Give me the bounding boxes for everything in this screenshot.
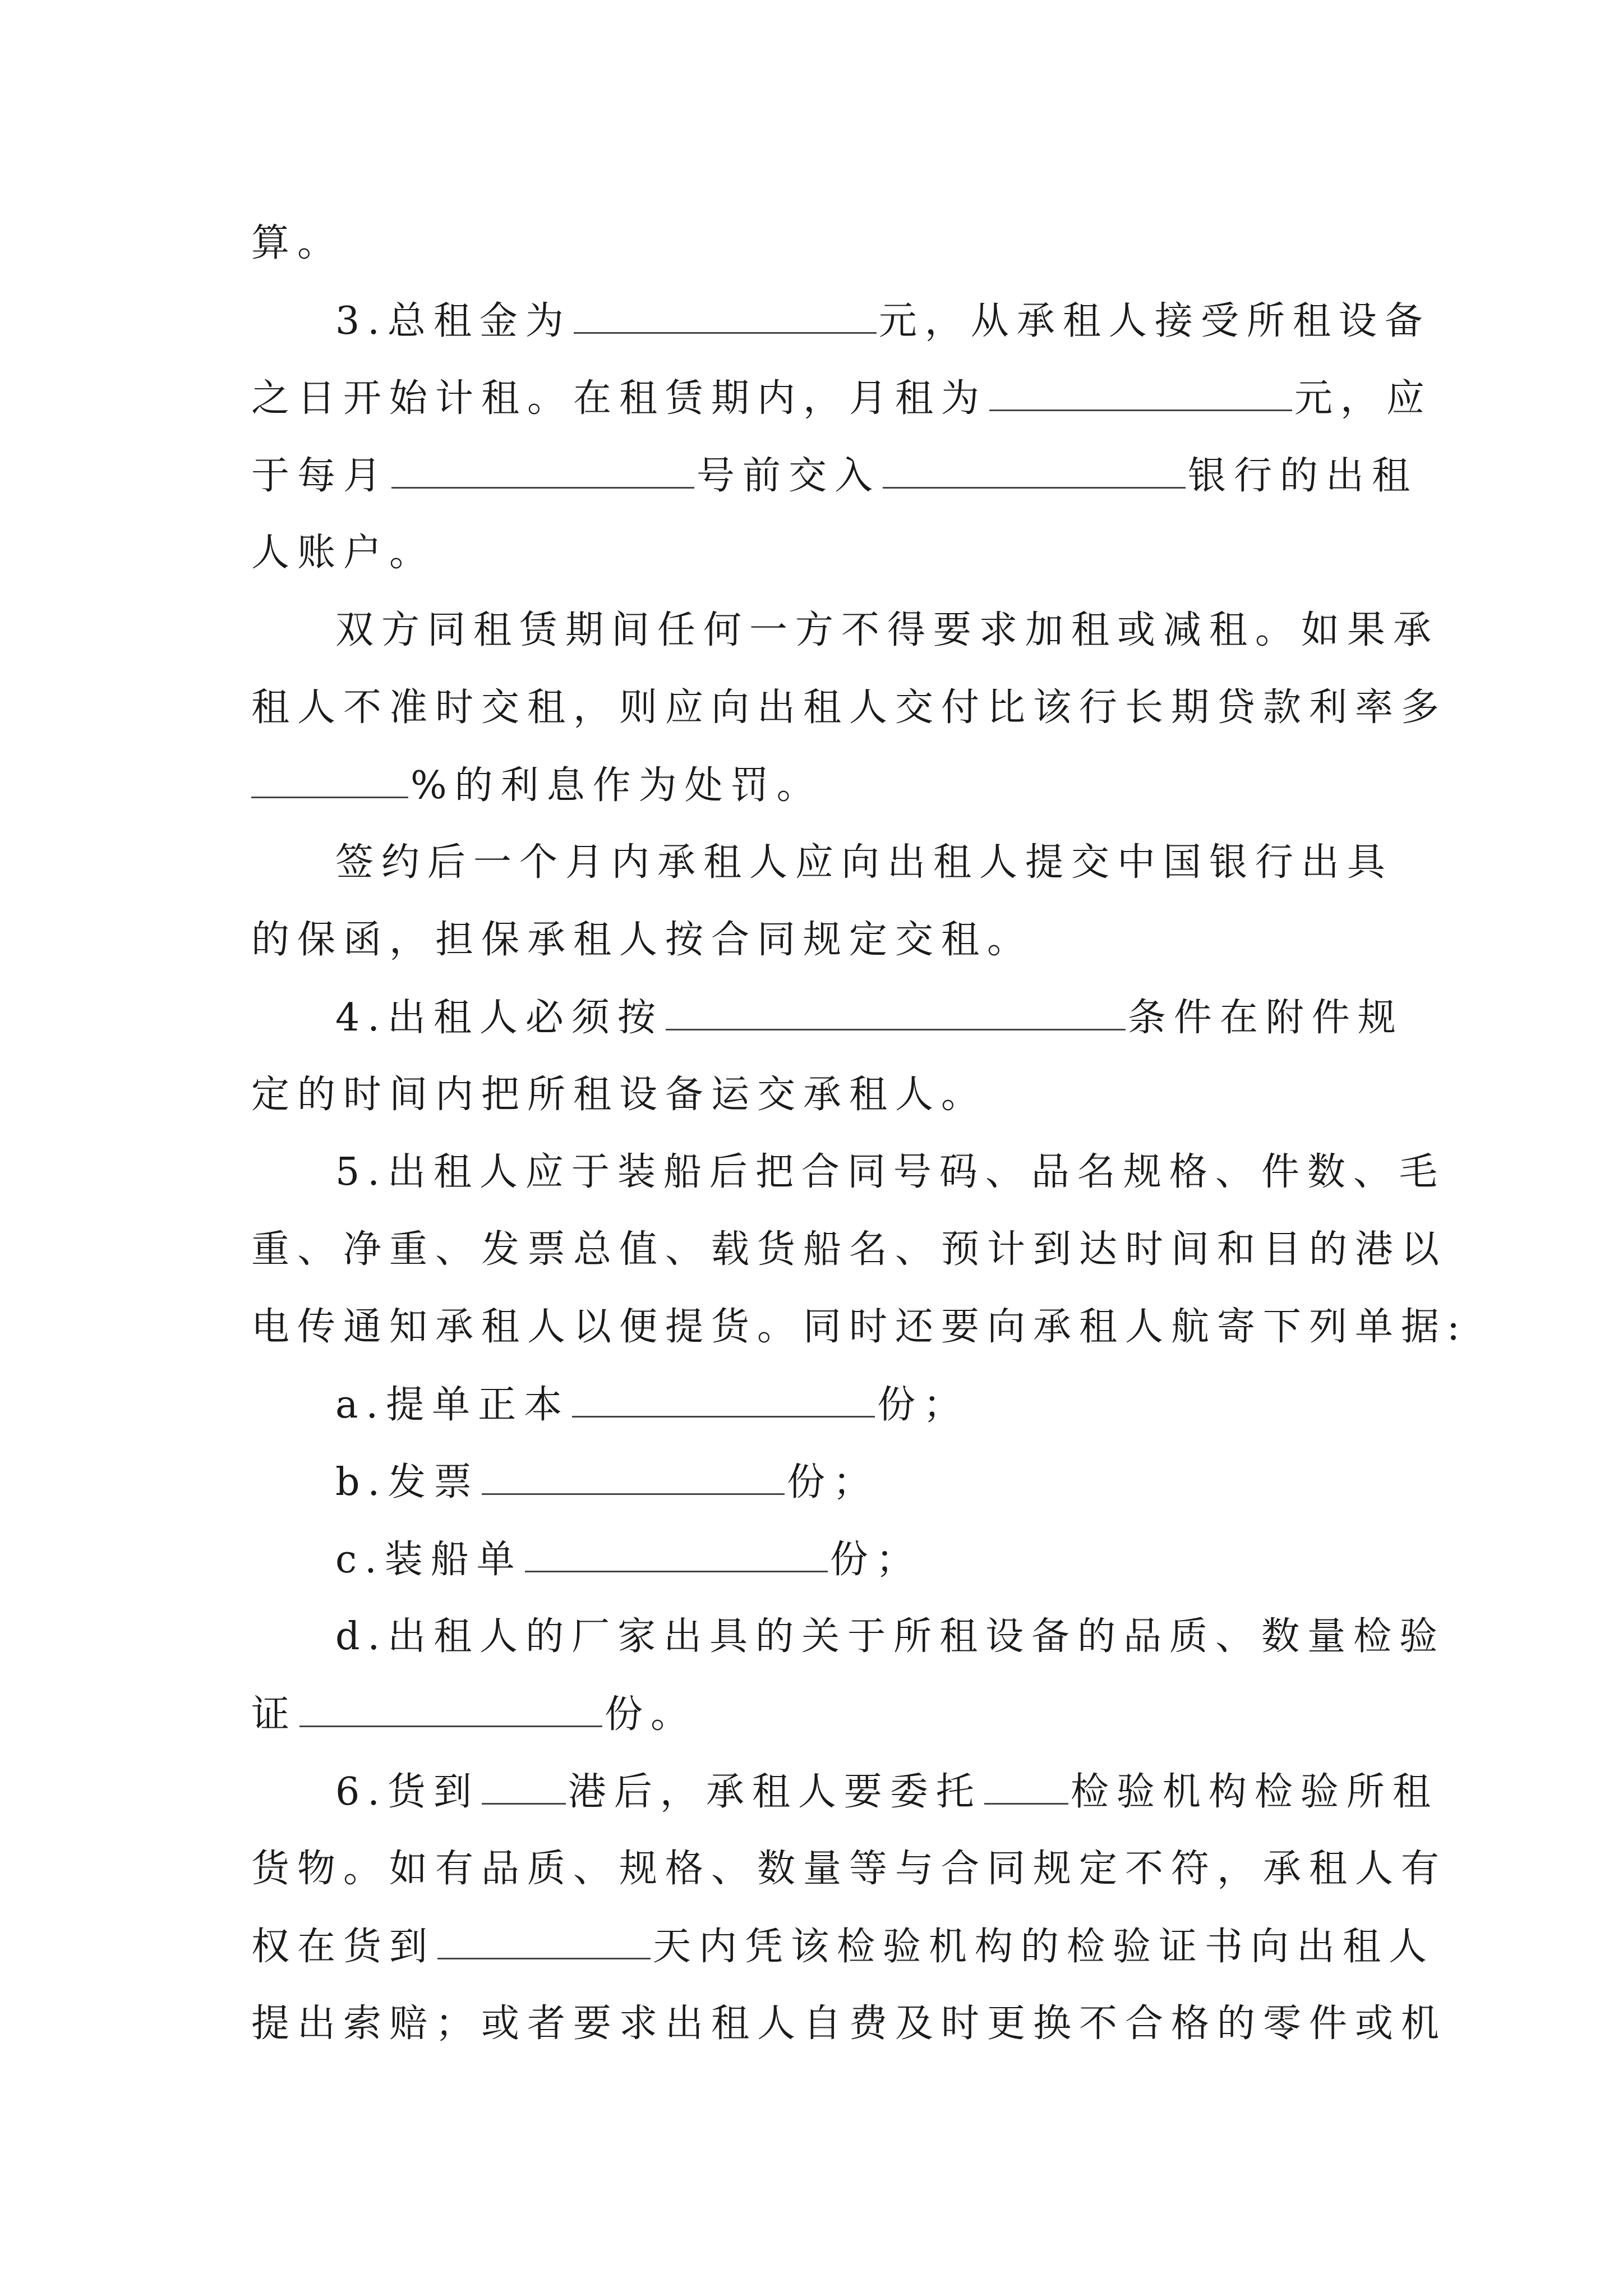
text-fragment: 证 bbox=[251, 1692, 298, 1737]
text-line bbox=[251, 531, 436, 575]
text-fragment: 条件在附件规 bbox=[1127, 996, 1404, 1040]
text-fragment: 份。 bbox=[605, 1692, 697, 1737]
text-line bbox=[251, 376, 1433, 421]
text-line bbox=[251, 1925, 1435, 1969]
text-fragment: 3.总租金为 bbox=[335, 299, 571, 343]
text-line bbox=[335, 1538, 922, 1582]
text-line bbox=[335, 1614, 1446, 1659]
blank-field bbox=[574, 302, 877, 334]
text-fragment: 银行的出租 bbox=[1188, 454, 1418, 498]
text-fragment: 元，应 bbox=[1294, 376, 1433, 421]
text-line bbox=[251, 1692, 697, 1737]
text-fragment: c.装船单 bbox=[335, 1538, 523, 1582]
text-fragment: a.提单正本 bbox=[335, 1383, 570, 1427]
text-fragment: d.出租人的厂家出具的关于所租设备的品质、数量检验 bbox=[335, 1614, 1446, 1659]
text-fragment: 权在货到 bbox=[251, 1925, 436, 1969]
text-line bbox=[251, 221, 344, 265]
blank-field bbox=[299, 1695, 602, 1727]
text-line bbox=[251, 1305, 1468, 1349]
text-line bbox=[335, 1383, 970, 1427]
text-fragment: 于每月 bbox=[251, 454, 390, 498]
text-fragment: 租人不准时交租，则应向出租人交付比该行长期贷款利率多 bbox=[251, 685, 1447, 730]
blank-field bbox=[391, 457, 694, 489]
text-line bbox=[251, 918, 1034, 962]
blank-field bbox=[251, 766, 408, 798]
text-line bbox=[335, 608, 1440, 652]
text-fragment: 重、净重、发票总值、载货船名、预计到达时间和目的港以 bbox=[251, 1227, 1447, 1272]
text-fragment: 算。 bbox=[251, 221, 344, 265]
text-fragment: 签约后一个月内承租人应向出租人提交中国银行出具 bbox=[335, 840, 1394, 885]
text-line bbox=[335, 840, 1394, 885]
text-line bbox=[251, 1847, 1447, 1891]
text-fragment: 人账户。 bbox=[251, 531, 436, 575]
text-fragment: 双方同租赁期间任何一方不得要求加租或减租。如果承 bbox=[335, 608, 1440, 652]
blank-field bbox=[666, 999, 1126, 1030]
text-fragment: 之日开始计租。在租赁期内，月租为 bbox=[251, 376, 988, 421]
blank-field bbox=[883, 457, 1186, 489]
text-fragment: 提出索赔；或者要求出租人自费及时更换不合格的零件或机 bbox=[251, 2001, 1447, 2046]
text-fragment: 元，从承租人接受所租设备 bbox=[878, 299, 1431, 343]
blank-field bbox=[525, 1540, 828, 1572]
text-line bbox=[251, 454, 1418, 498]
text-fragment: 份； bbox=[877, 1383, 970, 1427]
text-fragment: 5.出租人应于装船后把合同号码、品名规格、件数、毛 bbox=[335, 1150, 1445, 1194]
blank-field bbox=[482, 1463, 785, 1495]
text-fragment: %的利息作为处罚。 bbox=[411, 763, 823, 808]
text-line bbox=[251, 1073, 988, 1117]
text-line bbox=[251, 685, 1447, 730]
text-fragment: 号前交入 bbox=[697, 454, 881, 498]
blank-field bbox=[437, 1927, 651, 1959]
text-fragment: 货物。如有品质、规格、数量等与合同规定不符，承租人有 bbox=[251, 1847, 1447, 1891]
text-fragment: 4.出租人必须按 bbox=[335, 996, 663, 1040]
blank-field bbox=[572, 1386, 875, 1418]
text-fragment: 港后，承租人要委托 bbox=[568, 1770, 982, 1814]
blank-field bbox=[989, 379, 1292, 411]
text-fragment: 的保函，担保承租人按合同规定交租。 bbox=[251, 918, 1034, 962]
text-line bbox=[335, 1150, 1445, 1194]
text-fragment: 电传通知承租人以便提货。同时还要向承租人航寄下列单据: bbox=[251, 1305, 1468, 1349]
text-fragment: 份； bbox=[787, 1460, 879, 1504]
text-line bbox=[335, 1460, 879, 1504]
text-fragment: 6.货到 bbox=[335, 1770, 479, 1814]
blank-field bbox=[482, 1773, 566, 1805]
text-line bbox=[335, 299, 1431, 343]
text-line bbox=[335, 996, 1404, 1040]
text-fragment: 检验机构检验所租 bbox=[1070, 1770, 1438, 1814]
text-line bbox=[251, 2001, 1447, 2046]
text-fragment: b.发票 bbox=[335, 1460, 480, 1504]
text-fragment: 定的时间内把所租设备运交承租人。 bbox=[251, 1073, 988, 1117]
text-fragment: 天内凭该检验机构的检验证书向出租人 bbox=[653, 1925, 1435, 1969]
blank-field bbox=[984, 1773, 1068, 1805]
text-fragment: 份； bbox=[829, 1538, 922, 1582]
text-line bbox=[335, 1770, 1438, 1814]
text-line bbox=[251, 763, 823, 808]
text-line bbox=[251, 1227, 1447, 1272]
